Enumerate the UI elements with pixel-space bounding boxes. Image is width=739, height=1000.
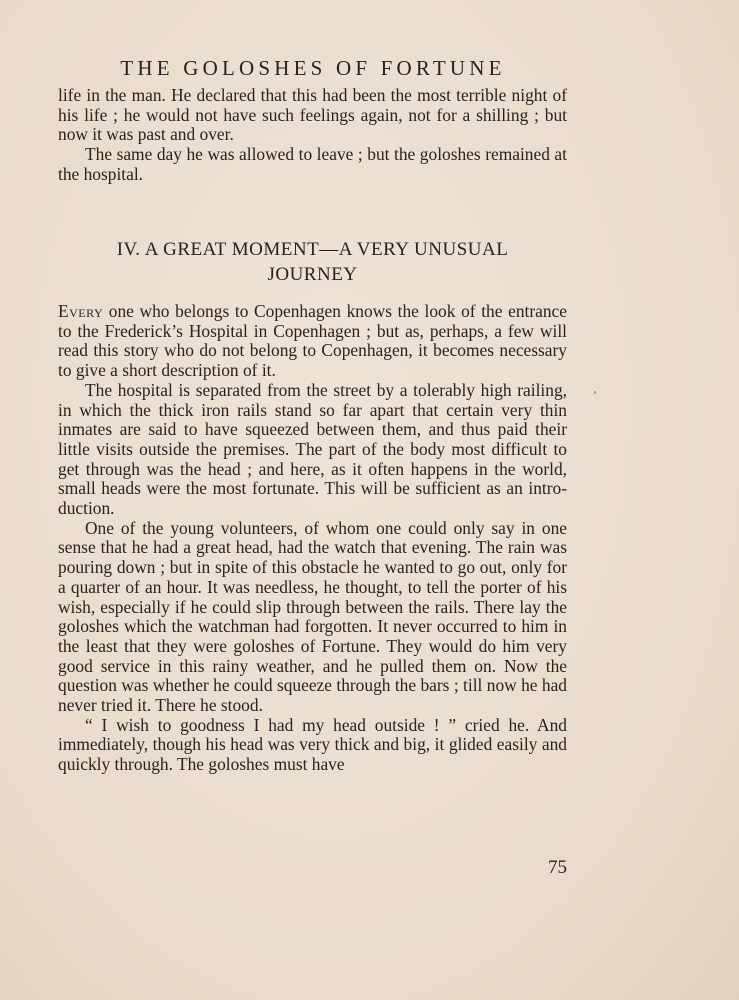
paragraph: The hospital is separated from the street by a tolerably high railing, in which the thick iron rails stand so far apart that certain very thin inmates are said to have squeezed between them, and thus paid their little visits outside the premises. The part of the body most difficult to get through was the head ; and here, as it often happens in the world, small heads were the most fortunate. This will be sufficient as an intro-duction. — [58, 379, 567, 519]
paragraph-text: one who belongs to Copenhagen knows the look of the entrance to the Frederick’s Hospital in Copenhagen ; but as, perhaps, a few will read this story who do not belong to Copenhagen, it becomes necessary to give a short description of it. — [58, 301, 567, 381]
chapter-text — [58, 302, 567, 775]
paragraph — [58, 302, 567, 381]
chapter-title-line: JOURNEY — [267, 264, 358, 285]
paragraph: The same day he was allowed to leave ; but the goloshes remained at the hospital. — [58, 144, 567, 184]
drop-word: Every — [58, 301, 104, 321]
paragraph: life in the man. He declared that this had been the most terrible night of his life ; he would not have such feelings again, not for a shilling ; but now it was past and over. — [58, 85, 567, 145]
paper-speck — [594, 391, 596, 394]
running-head: THE GOLOSHES OF FORTUNE — [120, 56, 506, 80]
chapter-title — [58, 237, 567, 287]
page-number: 75 — [548, 857, 567, 878]
paragraph: “ I wish to goodness I had my head outside ! ” cried he. And immediately, though his head was very thick and big, it glided easily and quickly through. The goloshes must have — [58, 714, 567, 775]
paragraph: One of the young volunteers, of whom one could only say in one sense that he had a great head, had the watch that evening. The rain was pouring down ; but in spite of this obstacle he wanted to go out, only for a quarter of an hour. It was needless, he thought, to tell the porter of his wish, especially if he could slip through between the rails. There lay the goloshes which the watchman had forgotten. It never occurred to him in the least that they were goloshes of Fortune. They would do him very good service in this rainy weather, and he pulled them on. Now the question was whether he could squeeze through the bars ; till now he had never tried it. There he stood. — [58, 517, 567, 716]
opening-text — [58, 86, 567, 185]
chapter-title-line: IV. A GREAT MOMENT—A VERY UNUSUAL — [116, 239, 509, 260]
